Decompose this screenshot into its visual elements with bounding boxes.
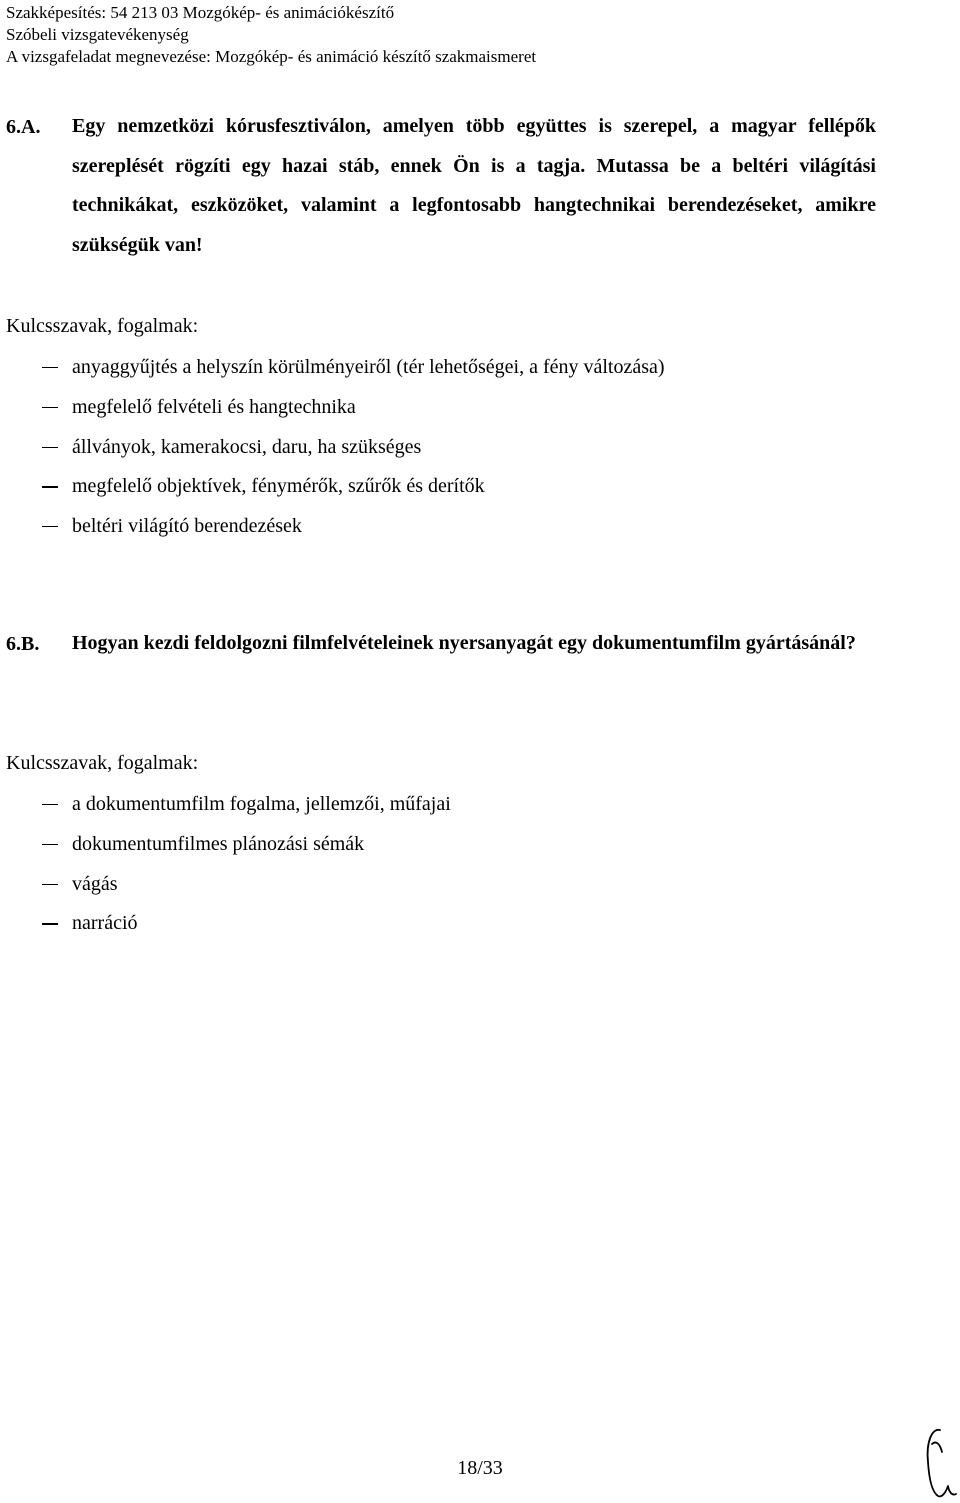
exam-task-name-line: A vizsgafeladat megnevezése: Mozgókép- és animáció készítő szakmaismeret [6,47,537,66]
dash-bullet [42,844,58,845]
keyword-text: állványok, kamerakocsi, daru, ha szükséges [72,435,422,458]
page-number: 18/33 [457,1457,503,1479]
handwritten-signature [918,1422,958,1502]
task-b-keywords-heading: Kulcsszavak, fogalmak: [6,752,199,774]
qualification-line: Szakképesítés: 54 213 03 Mozgókép- és animációkészítő [6,3,395,22]
task-a-keywords-heading: Kulcsszavak, fogalmak: [6,315,199,337]
keyword-text: beltéri világító berendezések [72,515,302,537]
keyword-text: anyaggyűjtés a helyszín körülményeiről (tér lehetőségei, a fény változása) [72,356,665,378]
keyword-text: a dokumentumfilm fogalma, jellemzői, műfajai [72,793,451,815]
dash-bullet [42,526,58,527]
dash-bullet [42,486,58,487]
dash-bullet [42,447,58,448]
task-a-label: 6.A. [6,116,41,138]
keyword-text: narráció [72,912,138,935]
dash-bullet [42,407,58,408]
dash-bullet [42,367,58,368]
keyword-text: dokumentumfilmes plánozási sémák [72,832,365,855]
keyword-text: megfelelő felvételi és hangtechnika [72,395,356,418]
keyword-text: vágás [72,872,118,895]
keyword-text: megfelelő objektívek, fénymérők, szűrők és derítők [72,475,485,498]
task-b-question: Hogyan kezdi feldolgozni filmfelvételeinek nyersanyagát egy dokumentumfilm gyártásánál? [72,632,856,654]
exam-activity-line: Szóbeli vizsgatevékenység [6,25,189,44]
dash-bullet [42,884,58,885]
dash-bullet [42,804,58,805]
dash-bullet [42,923,58,924]
document-header [6,2,536,68]
task-b-label: 6.B. [6,633,40,655]
task-a-question: Egy nemzetközi kórusfesztiválon, amelyen több együttes is szerepel, a magyar fellépők szereplését rögzíti egy hazai stáb, ennek Ön is a tagja. Mutassa be a beltéri világítási technikákat, eszközöket, valamint a legfontosabb hangtechnikai berendezéseket, amikre szükségük van! [72,115,876,256]
